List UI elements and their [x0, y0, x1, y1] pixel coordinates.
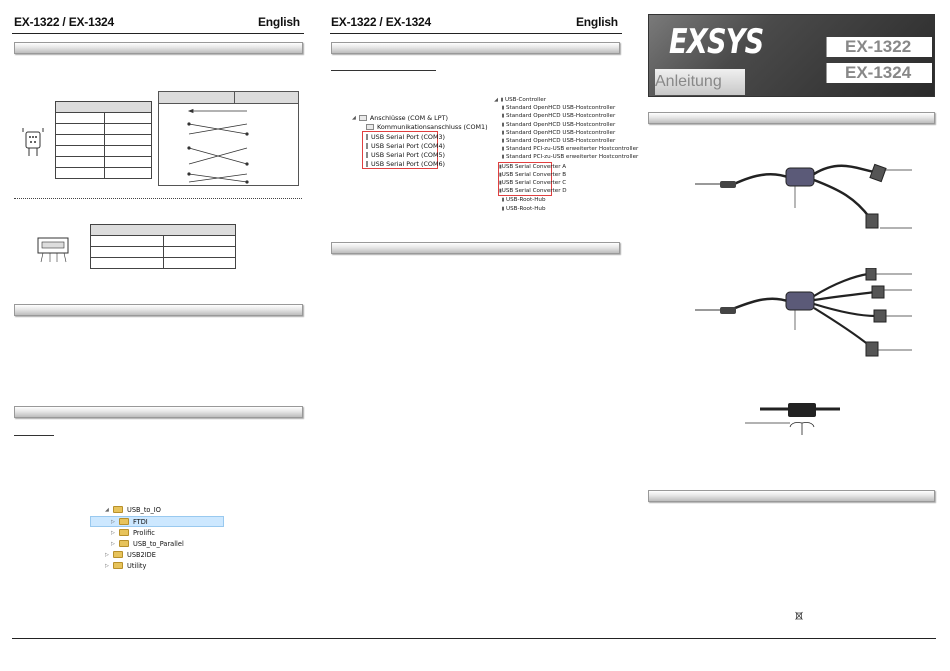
collapsed-arrow-icon: ▷	[105, 551, 109, 558]
weee-bin-icon	[795, 611, 803, 620]
cover-model-a: EX-1322	[826, 37, 932, 57]
usb-icon: ▮	[501, 138, 505, 145]
device-manager-usb	[493, 96, 638, 213]
usb-icon: ▮	[501, 121, 505, 128]
page1-model-header: EX-1322 / EX-1324	[14, 15, 115, 29]
usb-pin-table	[90, 224, 236, 269]
port-icon	[366, 124, 374, 130]
file-explorer-tree	[100, 504, 230, 574]
usb-item[interactable]: ▮ Standard OpenHCD USB-Hostcontroller	[501, 129, 616, 136]
page2-header-rule	[330, 33, 622, 34]
highlight-box-com-ports	[362, 131, 446, 169]
usb-item[interactable]: ▮ Standard OpenHCD USB-Hostcontroller	[501, 138, 616, 145]
page1-section-bar-2	[14, 304, 303, 316]
folder-icon	[113, 562, 123, 569]
page1-language-header: English	[258, 15, 300, 29]
serial-connector-icon	[20, 124, 46, 160]
usb-icon: ▮	[499, 163, 502, 170]
page2-subheading-rule	[331, 70, 436, 71]
explorer-item-utility[interactable]: ▷ Utility	[105, 561, 147, 570]
usb-icon: ▮	[501, 154, 505, 161]
folder-icon	[119, 518, 129, 525]
usb-icon: ▮	[499, 180, 502, 187]
collapsed-arrow-icon: ▷	[111, 529, 115, 536]
port-icon	[366, 134, 368, 140]
explorer-root-row[interactable]: ◢ USB_to_IO	[105, 505, 161, 514]
page2-language-header: English	[576, 15, 618, 29]
cable-detail-illustration	[740, 395, 850, 445]
port-item[interactable]: USB Serial Port (COM5)	[363, 150, 437, 159]
usb-icon: ▮	[501, 205, 505, 212]
usb-icon: ▮	[499, 171, 502, 178]
page1-subheading-rule	[14, 435, 54, 436]
port-icon	[366, 143, 368, 149]
folder-icon	[119, 540, 129, 547]
page2-model-header: EX-1322 / EX-1324	[331, 15, 432, 29]
page1-header-rule	[12, 33, 304, 34]
brand-logo: EXSYS	[669, 22, 764, 62]
cable-4port-illustration	[690, 268, 930, 363]
port-icon	[366, 152, 368, 158]
page1-section-bar-3	[14, 406, 303, 418]
cover-banner	[648, 14, 935, 97]
page2-section-bar-2	[331, 242, 620, 254]
port-icon	[366, 161, 368, 167]
port-icon	[359, 115, 367, 121]
pin-assignment-table	[55, 101, 152, 179]
page3-section-bar-2	[648, 490, 935, 502]
folder-icon	[113, 506, 123, 513]
ports-group-row[interactable]: ◢ Anschlüsse (COM & LPT)	[352, 113, 448, 122]
expanded-arrow-icon: ◢	[105, 506, 109, 513]
usb-icon: ▮	[501, 105, 505, 112]
wiring-lines	[159, 104, 298, 186]
usb-item[interactable]: ▮ Standard OpenHCD USB-Hostcontroller	[501, 113, 616, 120]
usb-icon: ▮	[501, 129, 505, 136]
explorer-item-prolific[interactable]: ▷ Prolific	[111, 528, 155, 537]
usb-item[interactable]: ▮ USB Serial Converter B	[499, 171, 567, 178]
port-item[interactable]: USB Serial Port (COM6)	[363, 159, 437, 168]
wiring-diagram	[158, 91, 299, 186]
usb-item[interactable]: ▮ USB Serial Converter D	[499, 188, 567, 195]
explorer-item-ftdi[interactable]: ▷ FTDI	[90, 516, 224, 527]
usb-item[interactable]: ▮ USB-Root-Hub	[501, 205, 546, 212]
explorer-item-usb-to-parallel[interactable]: ▷ USB_to_Parallel	[111, 539, 184, 548]
device-manager-ports	[352, 113, 488, 169]
usb-item[interactable]: ▮ Standard OpenHCD USB-Hostcontroller	[501, 121, 616, 128]
collapsed-arrow-icon: ▷	[105, 562, 109, 569]
folder-icon	[113, 551, 123, 558]
explorer-item-usb2ide[interactable]: ▷ USB2IDE	[105, 550, 156, 559]
page1-section-bar-1	[14, 42, 303, 54]
usb-icon: ▮	[499, 188, 502, 195]
port-item[interactable]: USB Serial Port (COM4)	[363, 141, 437, 150]
cover-subtitle: Anleitung	[655, 69, 745, 95]
usb-item[interactable]: ▮ USB-Root-Hub	[501, 197, 546, 204]
expanded-arrow-icon: ◢	[494, 97, 498, 103]
cover-model-b: EX-1324	[826, 63, 932, 83]
collapsed-arrow-icon: ▷	[111, 518, 115, 525]
usb-item[interactable]: ▮ Standard OpenHCD USB-Hostcontroller	[501, 105, 616, 112]
usb-icon: ▮	[500, 97, 504, 103]
port-item[interactable]: Kommunikationsanschluss (COM1)	[352, 122, 488, 131]
folder-icon	[119, 529, 129, 536]
footer-rule	[12, 638, 936, 639]
usb-item[interactable]: ▮ USB Serial Converter A	[499, 163, 567, 170]
usb-item[interactable]: ▮ USB Serial Converter C	[499, 180, 567, 187]
highlight-box-usb-converters	[498, 162, 567, 197]
usb-connector-icon	[34, 234, 74, 268]
usb-group-row[interactable]: ◢ ▮ USB-Controller	[494, 97, 547, 103]
usb-item[interactable]: ▮ Standard PCI-zu-USB erweiterter Hostcontroller	[501, 154, 639, 161]
dotted-divider	[14, 198, 302, 199]
cable-2port-illustration	[690, 150, 930, 240]
port-item[interactable]: USB Serial Port (COM3)	[363, 132, 437, 141]
page2-section-bar-1	[331, 42, 620, 54]
expanded-arrow-icon: ◢	[352, 114, 356, 121]
page3-section-bar-1	[648, 112, 935, 124]
usb-icon: ▮	[501, 113, 505, 120]
usb-item[interactable]: ▮ Standard PCI-zu-USB erweiterter Hostcontroller	[501, 146, 639, 153]
usb-icon: ▮	[501, 197, 505, 204]
collapsed-arrow-icon: ▷	[111, 540, 115, 547]
usb-icon: ▮	[501, 146, 505, 153]
